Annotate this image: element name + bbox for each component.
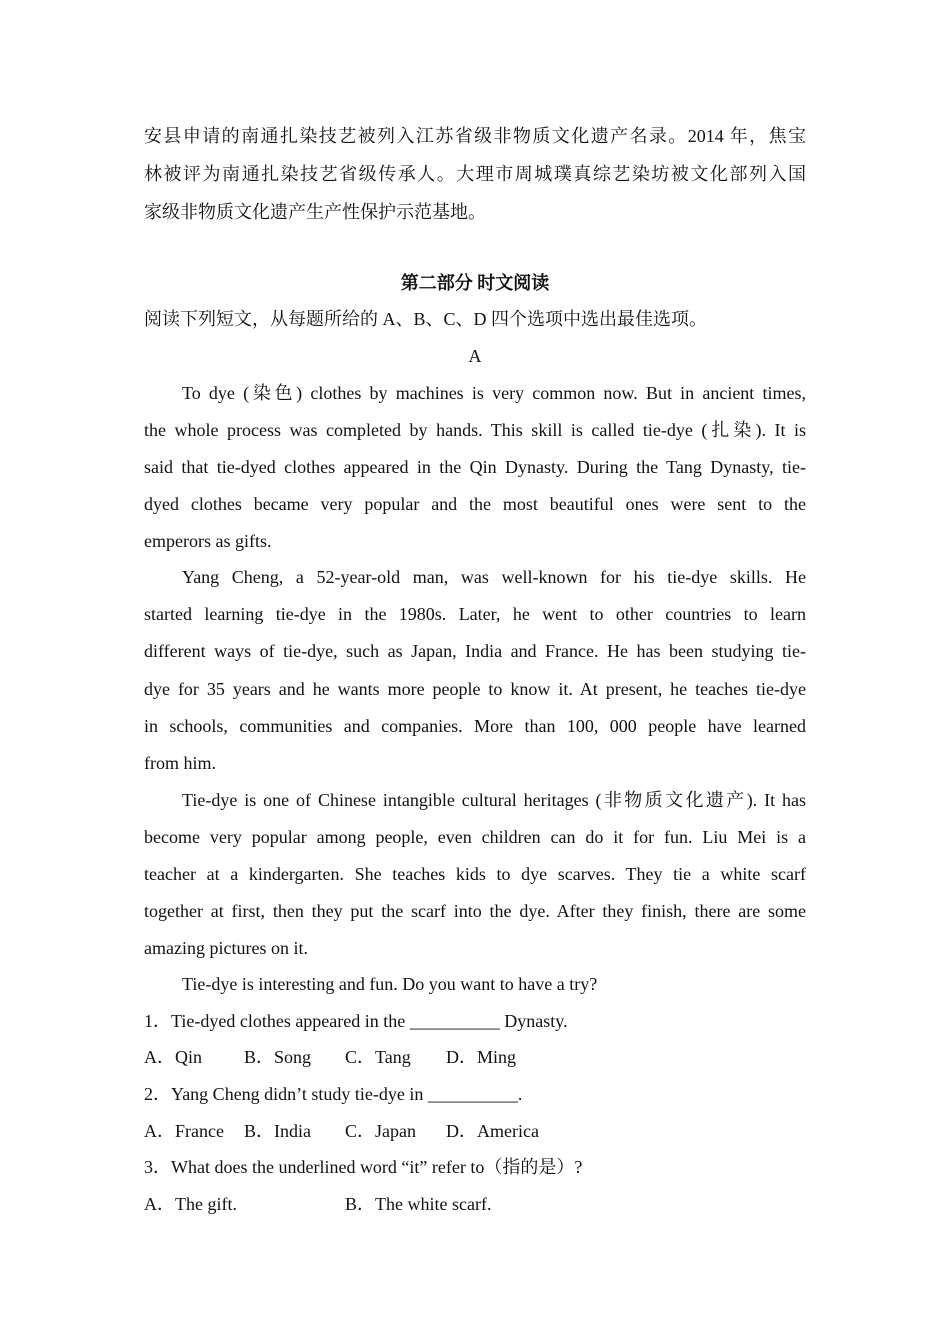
option-d: D．America [446, 1121, 539, 1141]
option-a: A．France [144, 1121, 224, 1141]
option-b: B．Song [244, 1047, 312, 1067]
intro-line: 安县申请的南通扎染技艺被列入江苏省级非物质文化遗产名录。2014 年，焦宝 [144, 126, 806, 146]
passage-line: the whole process was completed by hands. This skill is called tie-dye (扎染). It is [144, 420, 806, 440]
intro-line: 家级非物质文化遗产生产性保护示范基地。 [144, 202, 486, 222]
option-b: B．The white scarf. [345, 1194, 492, 1214]
question-stem: 2．Yang Cheng didn’t study tie-dye in __________. [144, 1084, 523, 1104]
passage-line: dyed clothes became very popular and the most beautiful ones were sent to the [144, 494, 806, 514]
passage-line: together at first, then they put the scarf into the dye. After they finish, there are some [144, 901, 806, 921]
passage-label: A [468, 346, 482, 366]
intro-line: 林被评为南通扎染技艺省级传承人。大理市周城璞真综艺染坊被文化部列入国 [144, 164, 806, 184]
section-title: 第二部分 时文阅读 [400, 273, 550, 293]
option-c: C．Japan [345, 1121, 416, 1141]
passage-line: dye for 35 years and he wants more people to know it. At present, he teaches tie-dye [144, 679, 806, 699]
passage-line: from him. [144, 753, 216, 773]
passage-line: become very popular among people, even children can do it for fun. Liu Mei is a [144, 827, 806, 847]
instruction: 阅读下列短文，从每题所给的 A、B、C、D 四个选项中选出最佳选项。 [144, 309, 708, 329]
passage-line: amazing pictures on it. [144, 938, 308, 958]
question-options [144, 1186, 806, 1223]
passage-line: Yang Cheng, a 52-year-old man, was well-known for his tie-dye skills. He [182, 567, 806, 587]
question-stem: 3．What does the underlined word “it” refer to（指的是）? [144, 1157, 583, 1177]
passage-line: Tie-dye is interesting and fun. Do you want to have a try? [182, 974, 598, 994]
option-b: B．India [244, 1121, 311, 1141]
passage-line: different ways of tie-dye, such as Japan, India and France. He has been studying tie- [144, 641, 806, 661]
passage-line: teacher at a kindergarten. She teaches kids to dye scarves. They tie a white scarf [144, 864, 806, 884]
passage-line: started learning tie-dye in the 1980s. Later, he went to other countries to learn [144, 604, 806, 624]
option-d: D．Ming [446, 1047, 517, 1067]
question-options [144, 1039, 806, 1076]
passage-line: emperors as gifts. [144, 531, 272, 551]
question-options [144, 1113, 806, 1150]
passage-line: To dye (染色) clothes by machines is very common now. But in ancient times, [182, 383, 806, 403]
passage-line: in schools, communities and companies. More than 100, 000 people have learned [144, 716, 806, 736]
passage-line: said that tie-dyed clothes appeared in the Qin Dynasty. During the Tang Dynasty, tie- [144, 457, 806, 477]
question-stem: 1．Tie-dyed clothes appeared in the __________ Dynasty. [144, 1011, 568, 1031]
option-c: C．Tang [345, 1047, 411, 1067]
passage-line: Tie-dye is one of Chinese intangible cultural heritages (非物质文化遗产). It has [182, 790, 806, 810]
option-a: A．Qin [144, 1047, 202, 1067]
option-a: A．The gift. [144, 1194, 237, 1214]
